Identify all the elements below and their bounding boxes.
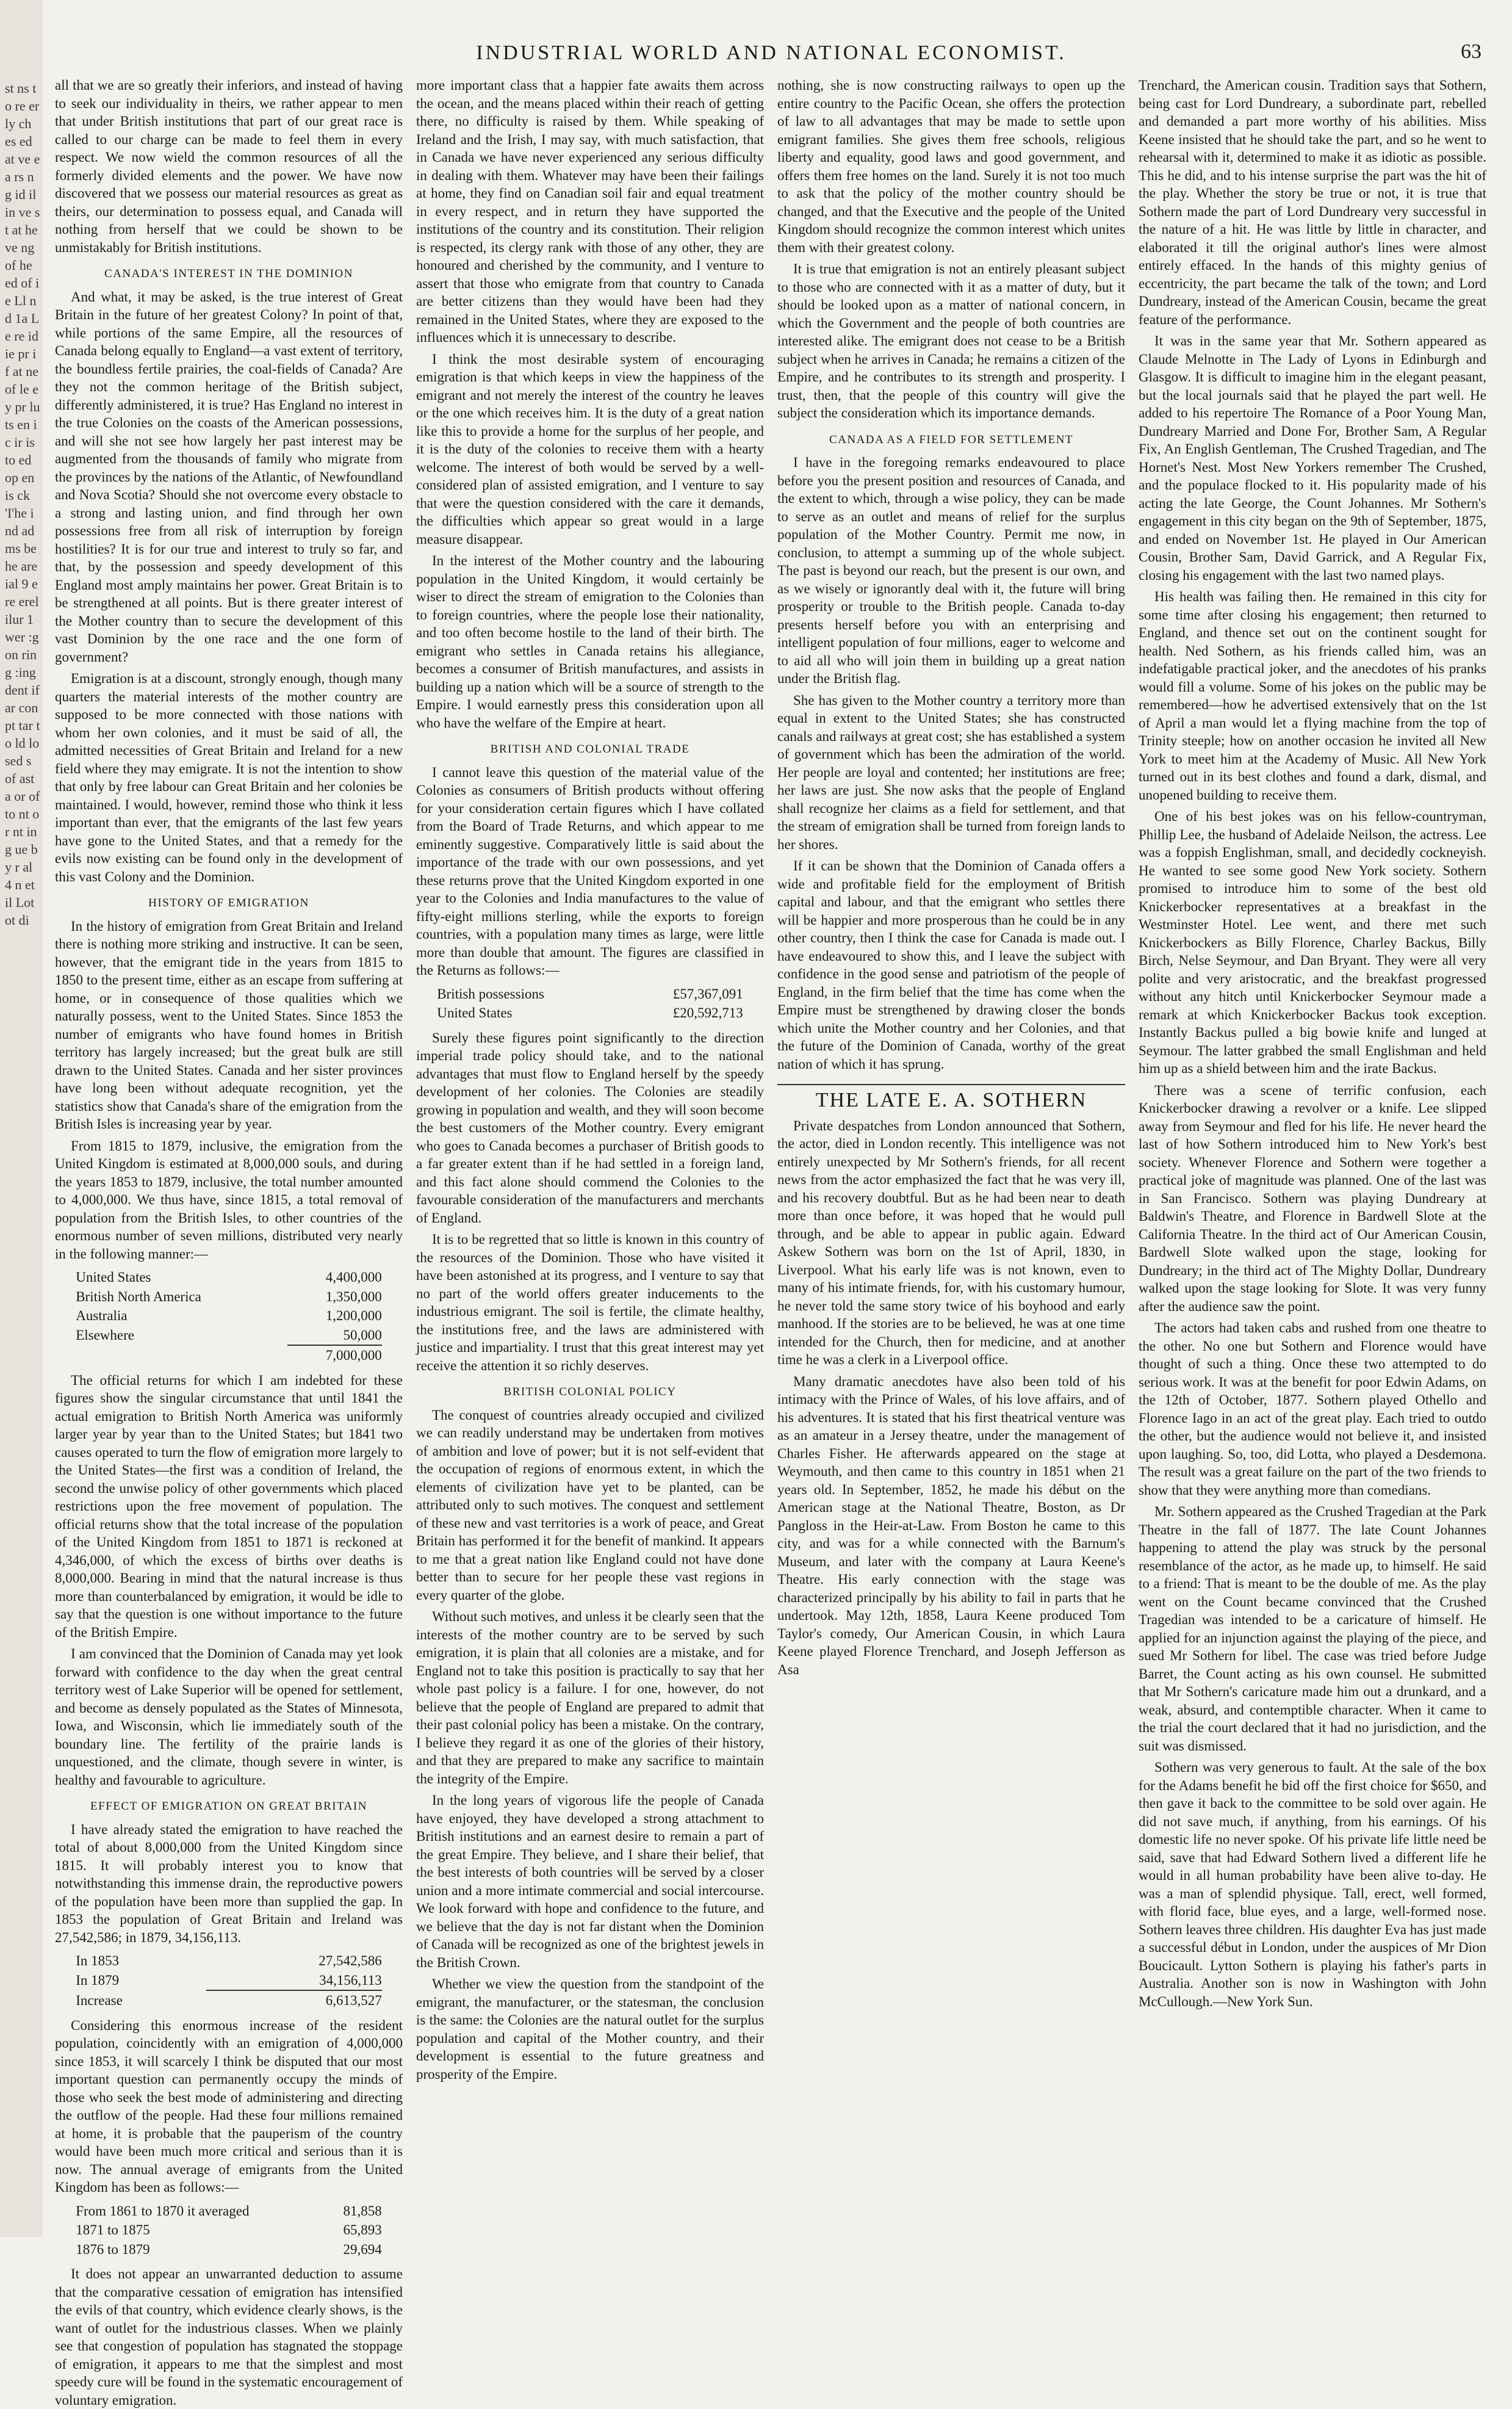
page-number: 63 <box>1461 40 1481 63</box>
article-paragraph: all that we are so greatly their inferiors, and instead of having to seek our individuality in theirs, we rather appear to men that under British institutions that part of our great race is called to our charge can be made to feel them in every respect. We now wield the common resources of all the formerly divided elements and the power. We have now discovered that we possess our material resources as great as theirs, our determination to possess equal, and Canada will nothing from herself that we could be shown to be unmistakably for British institutions. <box>55 78 403 255</box>
article-paragraph: Emigration is at a discount, strongly enough, though many quarters the material interests of the mother country are supposed to be more connected with those nations with whom her own colonies, and it must be said of all, the admitted necessities of Great Britain and Ireland for a new field where they may emigrate. It is not the intention to show that only by free labour can Great Britain and her colonies be maintained. I would, however, remind those who think it less important than ever, that the emigrants of the last few years have gone to the United States, and that a remedy for the evils now existing can be found only in the development of this vast Colony and the Dominion. <box>55 671 403 884</box>
adjacent-page-text-fragments: st ns to re er ly ch es ed at ve ea rs ng id il in ve st at he ve ng of he ed of ie Ll nd 1a Le re id ie pr if at ne of le ey pr lu ts en ic ir is to ed op en is ck 'I'he ind ad ms be he are ial 9 ere erel ilur 1 wer :gon ring :ing dent if ar con pt tar to ld lo sed s of ast a or of to nt or nt ing ue by r al 4 n et il Lot ot di <box>5 81 40 928</box>
row-value: 29,694 <box>343 2241 382 2257</box>
row-value: 34,156,113 <box>319 1972 382 1988</box>
row-value: £57,367,091 <box>672 986 743 1002</box>
table-row <box>76 1268 382 1287</box>
row-value: 1,350,000 <box>325 1288 382 1304</box>
table-row <box>76 2220 382 2240</box>
article-paragraph: One of his best jokes was on his fellow-countryman, Phillip Lee, the husband of Adelaide Neilson, the actress. Lee was a foppish Englishman, small, and decidedly cockneyish. He wanted to see some good New York society. Sothern promised to introduce him to some of the best old Knickerbocker representatives at a breakfast in the Westminster Hotel. Lee went, and there met such Knickerbockers as Billy Florence, Charley Backus, Billy Birch, Nelse Seymour, and Dan Bryant. They were all very polite and very aristocratic, and the breakfast progressed without any hitch until Knickerbocker Seymour made a remark at which Knickerbocker Backus took exception. Instantly Backus pulled a big bowie knife and lunged at Seymour. The latter grabbed the small Englishman and held him up as a shield between him and the irate Backus. <box>1139 809 1486 1076</box>
article-paragraph: nothing, she is now constructing railways to open up the entire country to the Pacific Ocean, she offers the protection of law to all advantages that may be made to settle upon emigrant families. She gives them free schools, religious liberty and equality, good laws and good government, and offers them free homes on the land. Surely it is not too much to ask that the policy of the mother country should be changed, and that the Executive and the people of the United Kingdom should recognize the common interest which unites them with their greatest colony. <box>777 78 1125 255</box>
article-paragraph: Trenchard, the American cousin. Tradition says that Sothern, being cast for Lord Dundreary, a subordinate part, rebelled and demanded a part more worthy of his abilities. Miss Keene insisted that he should take the part, and so he went to rehearsal with it, determined to make it as idiotic as possible. This he did, and to his intense surprise the part was the hit of the play. Whether the story be true or not, it is true that Sothern made the part of Lord Dundreary very successful in the nature of a hit. He was little by little in character, and elaborated it till the original author's lines were almost entirely effaced. In the hands of this mighty genius of eccentricity, the part became the talk of the town; and Lord Dundreary, instead of the American Cousin, became the great feature of the performance. <box>1139 78 1486 327</box>
article-paragraph: Many dramatic anecdotes have also been told of his intimacy with the Prince of Wales, of his love affairs, and of his adventures. It is stated that his first theatrical venture was as an amateur in a Jersey theatre, under the management of Charles Fisher. He afterwards appeared on the stage at Weymouth, and then came to this country in 1851 when 21 years old. In September, 1852, he made his début on the American stage at the National Theatre, Boston, as Dr Pangloss in the Heir-at-Law. From Boston he came to this city, and was for a while connected with the Barnum's Museum, and later with the company at Laura Keene's Theatre. His early connection with the stage was characterized principally by his ability to fail in parts that he undertook. May 12th, 1858, Laura Keene produced Tom Taylor's comedy, Our American Cousin, in which Laura Keene played Florence Trenchard, and Joseph Jefferson as Asa <box>777 1373 1125 1677</box>
article-paragraph: It was in the same year that Mr. Sothern appeared as Claude Melnotte in The Lady of Lyons in Edinburgh and Glasgow. It is difficult to imagine him in the elegant peasant, but the local journals said that he played the part well. He added to his repertoire The Romance of a Poor Young Man, Dundreary Married and Done For, Brother Sam, A Regular Fix, An English Gentleman, The Crushed Tragedian, and The Hornet's Nest. Most New Yorkers remember The Crushed, and the populace flocked to it. His popularity made of his acting the late George, the Count Johannes. Mr Sothern's engagement in this city began on the 9th of September, 1875, and ended on November 1st. He played in Our American Cousin, Brother Sam, David Garrick, and A Regular Fix, closing his engagement with the last two named plays. <box>1139 333 1486 583</box>
publication-title: INDUSTRIAL WORLD AND NATIONAL ECONOMIST. <box>476 42 1067 64</box>
table-row <box>76 2201 382 2221</box>
article-paragraph: It does not appear an unwarranted deduction to assume that the comparative cessation of emigration has intensified the evils of that country, which evidence clearly shows, is the want of outlet for the industrious classes. When we plainly see that congestion of population has stagnated the stoppage of emigration, it appears to me that the simplest and most speedy cure will be found in the systematic encouragement of voluntary emigration. <box>55 2266 403 2408</box>
row-label: United States <box>76 1270 151 1285</box>
total-row <box>76 1345 382 1365</box>
section-heading: BRITISH AND COLONIAL TRADE <box>490 743 690 756</box>
row-label: 1871 to 1875 <box>76 2222 150 2237</box>
total-label <box>76 1345 287 1365</box>
section-heading: CANADA'S INTEREST IN THE DOMINION <box>104 267 353 280</box>
article-paragraph: The actors had taken cabs and rushed from one theatre to the other. No one but Sothern and Florence would have thought of such a thing. Once these two attempted to do serious work. It was at the benefit for poor Edwin Adams, on the 12th of October, 1877. Sothern played Othello and Florence Iago in an act of the great play. Each tried to outdo the other, but the audience would not believe it, and insisted upon laughing. So, too, did Lotta, who played a Desdemona. The result was a great failure on the part of the two friends to show that they were anything more than comedians. <box>1139 1320 1486 1498</box>
table-row <box>76 2240 382 2259</box>
row-label: British North America <box>76 1288 201 1304</box>
row-value: 27,542,586 <box>319 1953 382 1968</box>
article-paragraph: I cannot leave this question of the material value of the Colonies as consumers of British products without offering for your consideration certain figures which I have collated from the Board of Trade Returns, and which appear to me eminently suggestive. Comparatively little is said about the importance of the trade with our own possessions, and yet these returns prove that the United Kingdom exported in one year to the Colonies and India manufactures to the value of fifty-eight millions sterling, while the exports to foreign countries, with a population many times as large, were little more than double that amount. The figures are classified in the Returns as follows:— <box>416 764 764 978</box>
text-column-2 <box>416 76 764 2219</box>
total-label: Increase <box>76 1992 123 2008</box>
table-row <box>76 1287 382 1307</box>
row-value: 1,200,000 <box>325 1308 382 1323</box>
article-paragraph: Surely these figures point significantly to the direction imperial trade policy should take, and to the national advantages that must flow to England herself by the speedy development of her colonies. The Colonies are steadily growing in population and wealth, and they will soon become the best customers of the Mother country. Every emigrant who goes to Canada becomes a purchaser of British goods to a far greater extent than if he had settled in a foreign land, and this fact alone should commend the Colonies to the favourable consideration of the manufacturers and merchants of England. <box>416 1030 764 1226</box>
article-paragraph: Sothern was very generous to fault. At the sale of the box for the Adams benefit he bid off the first choice for $650, and then gave it back to the committee to be sold over again. He did not save much, if anything, from his earnings. Of his domestic life no never spoke. Of his private life little need be said, save that had Edward Sothern lived a different life he would in all human probability have been alive to-day. He was a man of splendid physique. Tall, erect, well formed, with florid face, blue eyes, and a large, well-formed nose. Sothern leaves three children. His daughter Eva has just made a successful début in London, under the auspices of Mr Dion Boucicault. Lytton Sothern is playing his father's parts in Australia. Another son is now in Washington with John McCullough.—New York Sun. <box>1139 1760 1486 2009</box>
running-header <box>55 37 1488 73</box>
table-row <box>437 984 743 1004</box>
article-paragraph: She has given to the Mother country a territory more than equal in extent to the United States; she has constructed canals and railways at great cost; she has established a system of government which has been the admiration of the world. Her people are loyal and contented; her institutions are free; her laws are just. She now asks that the people of England shall recognize her claims as a field for settlement, and that the stream of emigration shall be turned from foreign lands to her shores. <box>777 692 1125 852</box>
row-label: 1876 to 1879 <box>76 2241 150 2257</box>
article-paragraph: I have already stated the emigration to have reached the total of about 8,000,000 from the United Kingdom since 1815. It will probably interest you to know that notwithstanding this immense drain, the reproductive powers of the population have been more than supplied the gap. In 1853 the population of Great Britain and Ireland was 27,542,586; in 1879, 34,156,113. <box>55 1821 403 1945</box>
section-heading: HISTORY OF EMIGRATION <box>148 897 309 909</box>
statistics-table <box>76 1268 382 1365</box>
text-column-1 <box>55 76 403 2408</box>
article-paragraph: The conquest of countries already occupied and civilized we can readily understand may be undertaken from motives of ambition and love of power; but it is not self-evident that the occupation of regions of enormous extent, in which the elements of civilization have yet to be planted, can be attributed only to such motives. The conquest and settlement of these new and vast territories is a work of peace, and Great Britain has performed it for the benefit of mankind. It appears to me that a great nation like England could not have done better than to secure for her people these vast regions in every quarter of the globe. <box>416 1407 764 1603</box>
article-paragraph: I have in the foregoing remarks endeavoured to place before you the present position and resources of Canada, and the extent to which, through a wise policy, they can be made to serve as an outlet and means of relief for the surplus population of the Mother Country. Permit me now, in conclusion, to attempt a summing up of the whole subject. The past is beyond our reach, but the present is our own, and as we wisely or ignorantly deal with it, the future will bring prosperity or trouble to the British people. Canada to-day presents herself before you with an enterprising and intelligent population of four millions, eager to welcome and to aid all who will join them in building up a great nation under the British flag. <box>777 455 1125 686</box>
article-paragraph: Mr. Sothern appeared as the Crushed Tragedian at the Park Theatre in the fall of 1877. The late Count Johannes happening to attend the play was struck by the personal resemblance of the actor, as he made up, to himself. He said to a friend: That is meant to be the double of me. As the play went on the Count became convinced that the Crushed Tragedian was intended to be a caricature of himself. He applied for an injunction against the playing of the piece, and sued Mr Sothern for libel. The case was tried before Judge Barret, the Count acting as his own counsel. He submitted that Mr Sothern's caricature made him out a drunkard, and a weak, absurd, and contemptible character. When it came to the trial the court declared that it had no jurisdiction, and the suit was dismissed. <box>1139 1504 1486 1753</box>
adjacent-page-margin <box>0 0 43 2237</box>
article-paragraph: From 1815 to 1879, inclusive, the emigration from the United Kingdom is estimated at 8,000,000 souls, and during the years 1853 to 1879, inclusive, the total number amounted to 4,000,000. We thus have, since 1815, a total removal of population from the British Isles, to other countries of the enormous number of seven millions, distributed very nearly in the following manner:— <box>55 1138 403 1262</box>
table-row <box>437 1003 743 1023</box>
article-headline: THE LATE E. A. SOTHERN <box>777 1084 1125 1110</box>
table-row <box>76 1951 382 1971</box>
article-paragraph: His health was failing then. He remained in this city for some time after closing his engagement; then returned to England, and thence set out on the continent sought for health. Ned Sothern, as his friends called him, was an indefatigable practical joker, and the anecdotes of his pranks would fill a volume. Some of his jokes on the public may be remembered—how he advertised extensively that on the 1st of April a man would let a flying machine from the top of Trinity steeple; how on another occasion he invited all New York to meet him at the Academy of Music. All New York turned out in its best clothes and found a dark, dismal, and unopened building to receive them. <box>1139 589 1486 803</box>
article-paragraph: Considering this enormous increase of the resident population, coincidently with an emigration of 4,000,000 since 1853, it will scarcely I think be disputed that our most important question can permanently occupy the minds of those who seek the best mode of administering and directing the outflow of the people. Had these four millions remained at home, it is probable that the pauperism of the country would have been much more critical and serious than it is now. The annual average of emigrants from the United Kingdom has been as follows:— <box>55 2017 403 2195</box>
row-value: 4,400,000 <box>325 1270 382 1285</box>
article-paragraph: Private despatches from London announced that Sothern, the actor, died in London recently. This intelligence was not entirely unexpected by Mr Sothern's friends, for all recent news from the actor emphasized the fact that he was very ill, and his recovery doubtful. But as he had been near to death more than once before, it was hoped that he would pull through, and be able to appear in public again. Edward Askew Sothern was born on the 1st of April, 1830, in Liverpool. What his early life was is not known, even to many of his intimate friends, for, with his customary humour, he never told the same story twice of his boyhood and early manhood. If the stories are to be believed, he was at one time intended for the Church, then for medicine, and at another time he was a clerk in a Liverpool office. <box>777 1118 1125 1367</box>
row-label: In 1853 <box>76 1953 120 1968</box>
row-label: From 1861 to 1870 it averaged <box>76 2203 250 2219</box>
text-column-4 <box>1139 76 1486 2219</box>
article-paragraph: In the history of emigration from Great Britain and Ireland there is nothing more striking and instructive. It can be seen, however, that the emigrant tide in the years from 1815 to 1850 to the present time, either as an escape from suffering at home, or in consequence of those qualities which we naturally possess, went to the United States. Since 1853 the number of emigrants who have found homes in British territory has largely increased; but the great bulk are still drawn to the United States. Canada and her sister provinces have long been without adequate recognition, yet the statistics show that Canada's share of the emigration from the British Isles is increasing year by year. <box>55 918 403 1132</box>
row-value: £20,592,713 <box>672 1005 743 1020</box>
total-value: 7,000,000 <box>287 1345 382 1365</box>
article-paragraph: more important class that a happier fate awaits them across the ocean, and the means placed within their reach of getting there, no difficulty is raised by them. While speaking of Ireland and the Irish, I may say, with much satisfaction, that in Canada we have never experienced any serious difficulty in dealing with them. Whatever may have been their failings at home, they find on Canadian soil fair and equal treatment in every respect, and in return they have supported the institutions of the country and its constitution. Their religion is respected, its clergy rank with those of any other, they are honoured and cherished by the community, and I venture to assert that those who emigrate from that country to Canada are better citizens than they would have been had they remained in the United States, where they are exposed to the influences which it is unnecessary to describe. <box>416 78 764 345</box>
statistics-table <box>76 2201 382 2259</box>
article-paragraph: It is to be regretted that so little is known in this country of the resources of the Dominion. Those who have visited it have been astonished at its progress, and I venture to say that no part of the world offers greater inducements to the industrious emigrant. The soil is fertile, the climate healthy, the institutions free, and the laws are administered with justice and impartiality. I trust that this great interest may yet receive the attention it so richly deserves. <box>416 1232 764 1373</box>
article-paragraph: The official returns for which I am indebted for these figures show the singular circumstance that until 1841 the actual emigration to British North America was uniformly larger year by year than to the United States; but 1841 two causes operated to turn the flow of emigration more largely to the United States—the first was a condition of Ireland, the second the unwise policy of other governments which placed restrictions upon the free movement of population. The official returns show that the total increase of the population of the United Kingdom from 1851 to 1871 is reckoned at 4,346,000, of which the excess of births over deaths is 8,000,000. Bearing in mind that the natural increase is thus more than counterbalanced by emigration, it would be idle to say that the question is one without importance to the future of the British Empire. <box>55 1372 403 1640</box>
section-heading: CANADA AS A FIELD FOR SETTLEMENT <box>829 433 1074 446</box>
text-column-3 <box>777 76 1125 2219</box>
table-row <box>76 1326 382 1346</box>
row-value: 50,000 <box>343 1327 382 1343</box>
statistics-table <box>437 984 743 1023</box>
article-paragraph: Whether we view the question from the standpoint of the emigrant, the manufacturer, or the statesman, the conclusion is the same: the Colonies are the natural outlet for the surplus population and capital of the Mother country, and their development is essential to the future greatness and prosperity of the Empire. <box>416 1976 764 2082</box>
row-label: United States <box>437 1005 513 1020</box>
article-paragraph: I am convinced that the Dominion of Canada may yet look forward with confidence to the day when the great central territory west of Lake Superior will be opened for settlement, and become as densely populated as the States of Minnesota, Iowa, and Wisconsin, which lie immediately south of the boundary line. The fertility of the prairie lands is unquestioned, and the climate, though severe in winter, is healthy and favourable to agriculture. <box>55 1646 403 1788</box>
article-paragraph: Without such motives, and unless it be clearly seen that the interests of the mother country are to be served by such emigration, it is plain that all colonies are a mistake, and for England not to take this position is practically to say that her whole past policy is a failure. I for one, however, do not believe that the people of England are prepared to admit that their past colonial policy has been a mistake. On the contrary, I believe they regard it as one of the glories of their history, and that they are prepared to make any sacrifice to maintain the integrity of the Empire. <box>416 1609 764 1786</box>
row-label: Elsewhere <box>76 1327 134 1343</box>
row-label: Australia <box>76 1308 128 1323</box>
row-value: 65,893 <box>343 2222 382 2237</box>
article-paragraph: In the interest of the Mother country and the labouring population in the United Kingdom, it would certainly be wiser to direct the stream of emigration to the Colonies than to foreign countries, where the people lose their nationality, and too often become hostile to the land of their birth. The emigrant who settles in Canada retains his allegiance, becomes a consumer of British manufactures, and assists in building up a nation which will be a source of strength to the Empire. I would earnestly press this consideration upon all who have the welfare of the Empire at heart. <box>416 553 764 731</box>
total-value: 6,613,527 <box>206 1990 382 2010</box>
statistics-table <box>76 1951 382 2010</box>
row-label: In 1879 <box>76 1973 120 1988</box>
table-row <box>76 1306 382 1326</box>
article-paragraph: It is true that emigration is not an entirely pleasant subject to those who are connected with it as a matter of duty, but it should be looked upon as a matter of national concern, in which the Government and the people of both countries are interested alike. The emigrant does not cease to be a British subject when he arrives in Canada; he remains a citizen of the Empire, and he contributes to its strength and prosperity. I trust, then, that the people of this country will give the subject the consideration which its importance demands. <box>777 261 1125 421</box>
row-value: 81,858 <box>343 2203 382 2219</box>
row-label: British possessions <box>437 986 544 1002</box>
table-row <box>76 1971 382 1991</box>
article-paragraph: And what, it may be asked, is the true interest of Great Britain in the future of her greatest Colony? In point of that, while portions of the same Empire, all the resources of Canada belong equally to England—a vast extent of territory, the boundless fertile prairies, the coal-fields of Canada? Are they not the common heritage of the British subject, differently administered, it is true? Has England no interest in the true Colonies on the coasts of the American possessions, and will she not see how largely her past interest may be augmented from the thousands of family who migrate from the provinces by the nations of the Atlantic, of Newfoundland and Nova Scotia? Should she not overcome every obstacle to a strong and lasting union, and find through her own possessions free from all risk of interruption by foreign hostilities? It is for our true and interest to truly so far, and that, by the possession and speedy development of this England most amply maintains her power. Great Britain is to be strengthened at all points. But is there greater interest of the Mother country than to secure the development of this vast Dominion by the one race and the one form of government? <box>55 289 403 665</box>
total-row <box>76 1990 382 2010</box>
newspaper-page <box>55 76 1488 2408</box>
article-paragraph: I think the most desirable system of encouraging emigration is that which keeps in view the happiness of the emigrant and not merely the interest of the country he leaves or the one which receives him. It is the duty of a great nation like this to provide a home for the surplus of her people, and it is the duty of the colonies to receive them with a hearty welcome. The interest of both would be served by a well-considered plan of assisted emigration, and I venture to say that were the question considered with the care it demands, the difficulties which appear so great would in a large measure disappear. <box>416 351 764 547</box>
article-paragraph: In the long years of vigorous life the people of Canada have enjoyed, they have developed a strong attachment to British institutions and an earnest desire to remain a part of the great Empire. They believe, and I share their belief, that the best interests of both countries will be served by a closer union and a more intimate commercial and social intercourse. We look forward with hope and confidence to the future, and we believe that the day is not far distant when the Dominion of Canada will be recognized as one of the brightest jewels in the British Crown. <box>416 1793 764 1970</box>
article-paragraph: There was a scene of terrific confusion, each Knickerbocker drawing a revolver or a knife. Lee slipped away from Seymour and fled for his life. He never heard the last of how Sothern introduced him to New York's best society. Whenever Florence and Sothern were together a practical joke of magnitude was planned. One of the last was in San Francisco. Sothern was playing Dundreary at Baldwin's Theatre, and Florence in Bardwell Slote at the California Theatre. In the third act of Our American Cousin, Bardwell Slote walked upon the stage, looking for Dundreary; in the third act of The Mighty Dollar, Dundreary walked upon the stage looking for Slote. It was very funny after the audience saw the point. <box>1139 1082 1486 1314</box>
article-paragraph: If it can be shown that the Dominion of Canada offers a wide and profitable field for the employment of British capital and labour, and that the emigrant who settles there will be happier and more prosperous than he could be in any other country, then I think the case for Canada is made out. I have endeavoured to show this, and I leave the subject with confidence in the good sense and patriotism of the people of England, in the firm belief that the time has come when the Empire must be strengthened by drawing closer the bonds which unite the Mother country and her Colonies, and that the future of the Dominion of Canada, worthy of the great nation of which it has sprung. <box>777 858 1125 1072</box>
section-heading: BRITISH COLONIAL POLICY <box>503 1385 677 1398</box>
section-heading: EFFECT OF EMIGRATION ON GREAT BRITAIN <box>90 1800 367 1813</box>
